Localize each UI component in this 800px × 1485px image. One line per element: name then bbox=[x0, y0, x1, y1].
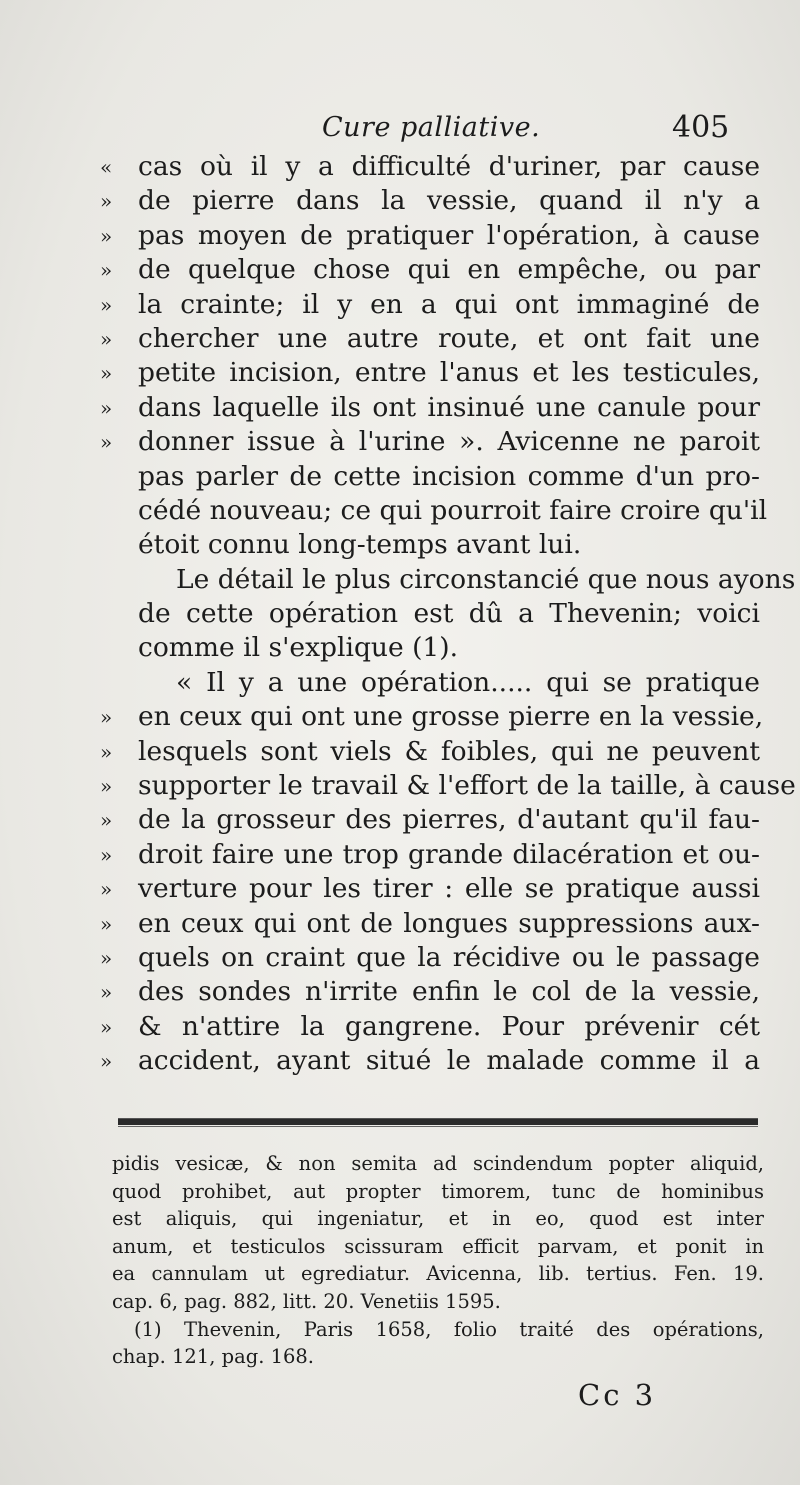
line-text: chercher une autre route, et ont fait une bbox=[138, 322, 760, 354]
quote-mark: » bbox=[100, 292, 113, 317]
text-line bbox=[100, 838, 760, 872]
text-line bbox=[100, 941, 760, 975]
quote-mark bbox=[100, 528, 138, 562]
line-text: en ceux qui ont de longues suppressions aux- bbox=[138, 907, 760, 939]
line-text: de pierre dans la vessie, quand il n'y a bbox=[138, 185, 760, 217]
text-line bbox=[100, 563, 796, 597]
footnote-line: pidis vesicæ, & non semita ad scindendum popter aliquid, bbox=[112, 1152, 764, 1175]
text-line bbox=[100, 597, 760, 631]
quote-mark: » bbox=[100, 1049, 113, 1074]
text-line bbox=[100, 975, 760, 1009]
line-text: comme il s'explique (1). bbox=[138, 632, 459, 664]
line-text: étoit connu long-temps avant lui. bbox=[138, 529, 582, 561]
text-line bbox=[100, 631, 760, 665]
footnote-line: quod prohibet, aut propter timorem, tunc de hominibus bbox=[112, 1179, 764, 1203]
text-line bbox=[100, 872, 760, 906]
quote-mark: » bbox=[100, 1014, 113, 1039]
quote-mark: » bbox=[100, 842, 113, 867]
page-number: 405 bbox=[672, 110, 730, 145]
text-line bbox=[100, 769, 796, 803]
line-text: petite incision, entre l'anus et les testicules, bbox=[138, 357, 760, 389]
footnote-separator-hairline bbox=[118, 1126, 758, 1127]
quote-mark: » bbox=[100, 911, 113, 936]
quote-mark: » bbox=[100, 189, 113, 214]
quote-mark: » bbox=[100, 326, 113, 351]
line-text: lesquels sont viels & foibles, qui ne peuvent bbox=[138, 735, 760, 767]
line-text: « Il y a une opération..... qui se pratique bbox=[176, 666, 760, 698]
line-text: en ceux qui ont une grosse pierre en la vessie, bbox=[138, 701, 764, 733]
text-line bbox=[100, 700, 764, 734]
line-text: pas parler de cette incision comme d'un pro- bbox=[138, 460, 760, 492]
line-text: de cette opération est dû a Thevenin; voici bbox=[138, 598, 760, 630]
line-text: donner issue à l'urine ». Avicenne ne paroit bbox=[138, 426, 760, 458]
text-line bbox=[100, 528, 760, 562]
text-line bbox=[100, 322, 760, 356]
footnote-line: chap. 121, pag. 168. bbox=[112, 1345, 315, 1369]
line-text: dans laquelle ils ont insinué une canule pour bbox=[138, 391, 760, 423]
text-line bbox=[100, 907, 760, 941]
text-line bbox=[100, 666, 760, 700]
footnote-line: (1) Thevenin, Paris 1658, folio traité des opérations, bbox=[134, 1317, 764, 1341]
quote-mark bbox=[100, 494, 138, 528]
footnote-line: est aliquis, qui ingeniatur, et in eo, quod est inter bbox=[112, 1207, 764, 1231]
quote-mark bbox=[100, 563, 138, 597]
line-text: pas moyen de pratiquer l'opération, à cause bbox=[138, 219, 760, 251]
quote-mark bbox=[100, 597, 138, 631]
quote-mark bbox=[100, 460, 138, 494]
quote-mark: » bbox=[100, 945, 113, 970]
text-line bbox=[100, 425, 760, 459]
footnote-line: cap. 6, pag. 882, litt. 20. Venetiis 1595. bbox=[112, 1289, 501, 1313]
quote-mark: » bbox=[100, 774, 113, 799]
quote-mark: » bbox=[100, 739, 113, 764]
running-title: Cure palliative. bbox=[322, 112, 541, 143]
line-text: Le détail le plus circonstancié que nous ayons bbox=[176, 563, 796, 595]
footnotes bbox=[112, 1150, 764, 1371]
quote-mark: » bbox=[100, 258, 113, 283]
quote-mark bbox=[100, 666, 138, 700]
line-text: supporter le travail & l'effort de la taille, à cause bbox=[138, 770, 796, 802]
text-line bbox=[100, 219, 760, 253]
quote-mark: » bbox=[100, 877, 113, 902]
main-text bbox=[100, 150, 796, 1079]
text-line bbox=[100, 735, 760, 769]
text-line bbox=[100, 356, 760, 390]
text-line bbox=[100, 253, 760, 287]
text-line bbox=[100, 184, 760, 218]
line-text: accident, ayant situé le malade comme il a bbox=[138, 1045, 760, 1077]
quote-mark: « bbox=[100, 155, 113, 179]
quote-mark: » bbox=[100, 395, 113, 420]
quote-mark bbox=[100, 631, 138, 665]
text-line bbox=[100, 494, 768, 528]
quote-mark: » bbox=[100, 980, 113, 1005]
line-text: cas où il y a difficulté d'uriner, par cause bbox=[138, 151, 760, 182]
page-header bbox=[0, 108, 800, 152]
quote-mark: » bbox=[100, 808, 113, 833]
text-line bbox=[100, 1044, 760, 1078]
quote-mark: » bbox=[100, 223, 113, 248]
quote-mark: » bbox=[100, 430, 113, 455]
gathering-signature: Cc 3 bbox=[578, 1378, 657, 1412]
line-text: la crainte; il y en a qui ont immaginé de bbox=[138, 288, 760, 320]
text-line bbox=[100, 460, 760, 494]
quote-mark: » bbox=[100, 361, 113, 386]
text-line bbox=[100, 288, 760, 322]
line-text: & n'attire la gangrene. Pour prévenir cét bbox=[138, 1010, 760, 1042]
line-text: de la grosseur des pierres, d'autant qu'il fau- bbox=[138, 804, 760, 836]
footnote-line: anum, et testiculos scissuram efficit parvam, et ponit in bbox=[112, 1234, 764, 1258]
line-text: des sondes n'irrite enfin le col de la vessie, bbox=[138, 976, 760, 1008]
footnote-separator-rule bbox=[118, 1118, 758, 1125]
line-text: droit faire une trop grande dilacération et ou- bbox=[138, 838, 760, 870]
line-text: verture pour les tirer : elle se pratique aussi bbox=[138, 873, 760, 905]
line-text: de quelque chose qui en empêche, ou par bbox=[138, 254, 760, 286]
text-line bbox=[100, 150, 760, 184]
text-line bbox=[100, 1010, 760, 1044]
line-text: cédé nouveau; ce qui pourroit faire croire qu'il bbox=[138, 494, 768, 526]
text-line bbox=[100, 803, 760, 837]
quote-mark: » bbox=[100, 705, 113, 730]
footnote-line: ea cannulam ut egrediatur. Avicenna, lib. tertius. Fen. 19. bbox=[112, 1262, 764, 1286]
line-text: quels on craint que la récidive ou le passage bbox=[138, 941, 760, 973]
text-line bbox=[100, 391, 760, 425]
